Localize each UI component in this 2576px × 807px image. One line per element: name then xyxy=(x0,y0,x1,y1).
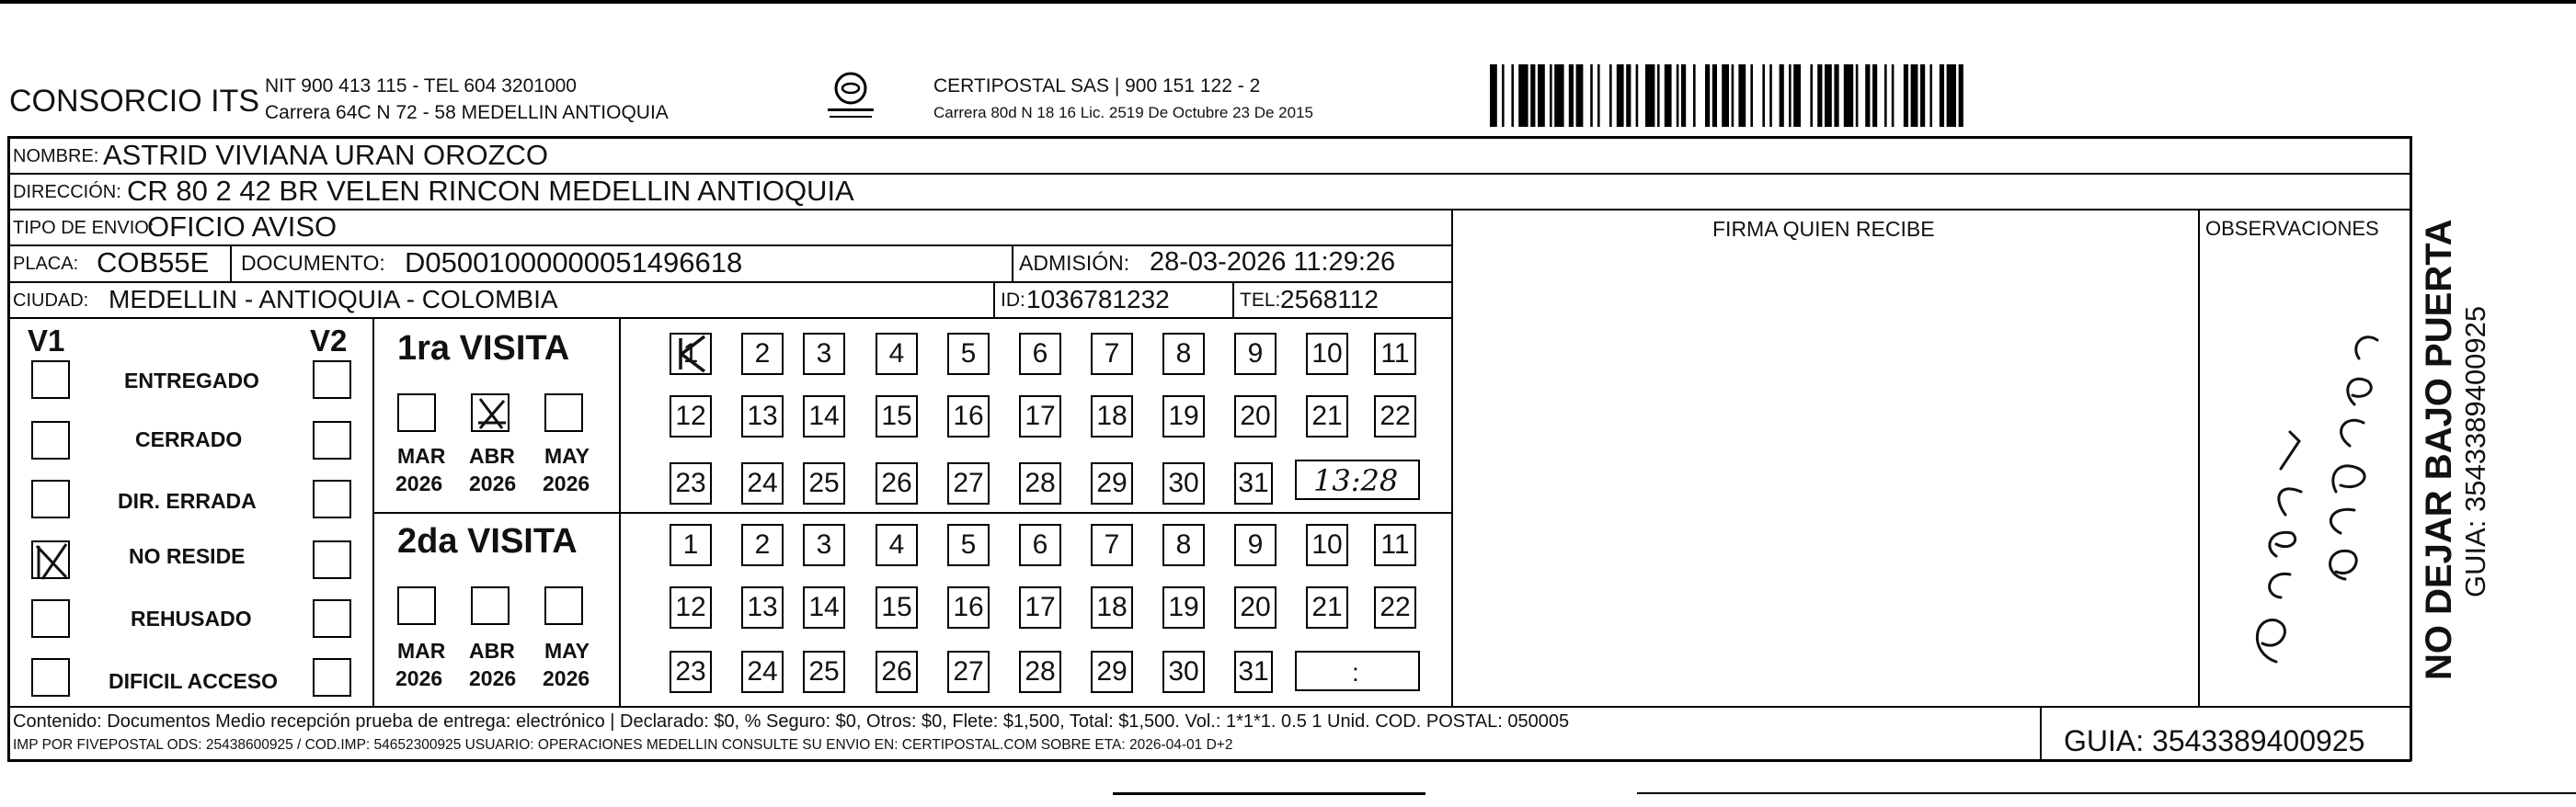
observaciones-header: OBSERVACIONES xyxy=(2205,217,2379,240)
v2-month-abr: ABR xyxy=(469,639,515,663)
v2-day-1-box[interactable]: 1 xyxy=(670,524,712,566)
v1-month-abr: ABR xyxy=(469,444,515,468)
second-visit-time: : xyxy=(1352,658,1359,687)
v1-day-24-box[interactable]: 24 xyxy=(741,462,784,505)
v1-cerrado-checkbox[interactable] xyxy=(31,421,70,460)
firma-header: FIRMA QUIEN RECIBE xyxy=(1712,217,1935,241)
v1-day-17-box[interactable]: 17 xyxy=(1019,395,1061,438)
side-guia: GUIA: 3543389400925 xyxy=(2459,305,2491,597)
v2-day-20-box[interactable]: 20 xyxy=(1234,586,1277,629)
placa-label: PLACA: xyxy=(13,254,79,274)
v1-day-20-box[interactable]: 20 xyxy=(1234,395,1277,438)
v1-day-29-box[interactable]: 29 xyxy=(1091,462,1133,505)
v2-dificil-acceso-checkbox[interactable] xyxy=(313,658,351,697)
barcode-bar xyxy=(1884,64,1887,127)
ciudad-value: MEDELLIN - ANTIOQUIA - COLOMBIA xyxy=(109,285,558,313)
v2-day-9-box[interactable]: 9 xyxy=(1234,524,1277,566)
v2-day-10-box[interactable]: 10 xyxy=(1306,524,1348,566)
barcode-bar xyxy=(1693,64,1696,127)
barcode-bar xyxy=(1856,64,1859,127)
ciudad-label: CIUDAD: xyxy=(13,290,89,311)
placa-value: COB55E xyxy=(97,246,210,278)
v1-day-8-box[interactable]: 8 xyxy=(1162,333,1205,375)
barcode-bar xyxy=(1636,64,1639,127)
v2-day-17-box[interactable]: 17 xyxy=(1019,586,1061,629)
v2-day-25-box[interactable]: 25 xyxy=(803,651,845,693)
barcode-bar xyxy=(1518,64,1528,127)
barcode-bar xyxy=(1538,64,1545,127)
barcode-bar xyxy=(1834,64,1838,127)
footer-imp: IMP POR FIVEPOSTAL ODS: 25438600925 / COD.IMP: 54652300925 USUARIO: OPERACIONES MEDELLIN CONSULTE SU ENVIO EN: CERTIPOSTAL.COM SOBRE ETA: 2026-04-01 D+2 xyxy=(13,737,1233,753)
barcode-bar xyxy=(1738,64,1746,127)
v2-day-7-box[interactable]: 7 xyxy=(1091,524,1133,566)
v1-day-31-box[interactable]: 31 xyxy=(1234,462,1273,505)
barcode-bar xyxy=(1569,64,1574,127)
v1-entregado-checkbox[interactable] xyxy=(31,360,70,399)
v2-day-29-box[interactable]: 29 xyxy=(1091,651,1133,693)
v1-day-25-box[interactable]: 25 xyxy=(803,462,845,505)
handwritten-observation xyxy=(2226,303,2400,671)
v2-day-19-box[interactable]: 19 xyxy=(1162,586,1205,629)
carrier-address: Carrera 80d N 18 16 Lic. 2519 De Octubre 23 De 2015 xyxy=(933,104,1313,121)
v1-month-mar: MAR xyxy=(397,444,446,468)
barcode-bar xyxy=(1681,64,1686,127)
barcode-bar xyxy=(1722,64,1729,127)
barcode-bar xyxy=(1793,64,1801,127)
barcode-bar xyxy=(1762,64,1765,127)
v2-year-abr: 2026 xyxy=(469,666,517,690)
barcode-bar xyxy=(1947,64,1956,127)
documento-label: DOCUMENTO: xyxy=(241,251,385,275)
v2-day-22-box[interactable]: 22 xyxy=(1374,586,1416,629)
barcode-bar xyxy=(1626,64,1631,127)
company-address: Carrera 64C N 72 - 58 MEDELLIN ANTIOQUIA xyxy=(265,102,669,123)
v1-year-abr: 2026 xyxy=(469,472,517,495)
v2-year-mar: 2026 xyxy=(395,666,443,690)
v2-rehusado-checkbox[interactable] xyxy=(313,599,351,638)
v2-month-mar-checkbox[interactable] xyxy=(397,586,436,625)
id-label: ID: xyxy=(1001,290,1025,311)
barcode-bar xyxy=(1940,64,1944,127)
tel-value: 2568112 xyxy=(1280,285,1379,313)
status-entregado: ENTREGADO xyxy=(124,369,259,392)
nombre-value: ASTRID VIVIANA URAN OROZCO xyxy=(103,139,549,171)
v2-no-reside-checkbox[interactable] xyxy=(313,540,351,579)
barcode-bar xyxy=(1665,64,1672,127)
tipo-envio-value: OFICIO AVISO xyxy=(147,210,338,243)
barcode-bar xyxy=(1597,64,1600,127)
v1-day-15-box[interactable]: 15 xyxy=(876,395,918,438)
v1-month-may: MAY xyxy=(544,444,590,468)
status-dificil-acceso: DIFICIL ACCESO xyxy=(109,669,279,693)
barcode-bar xyxy=(1712,64,1717,127)
v2-day-21-box[interactable]: 21 xyxy=(1306,586,1348,629)
status-cerrado: CERRADO xyxy=(135,427,243,451)
certipostal-logo xyxy=(809,70,892,125)
v1-day-6-box[interactable]: 6 xyxy=(1019,333,1061,375)
v1-month-mar-checkbox[interactable] xyxy=(397,393,436,432)
v1-day-2-box[interactable]: 2 xyxy=(741,333,784,375)
v1-day-10-box[interactable]: 10 xyxy=(1306,333,1348,375)
barcode-bar xyxy=(1576,64,1584,127)
v1-day-11-box[interactable]: 11 xyxy=(1374,333,1416,375)
v2-day-16-box[interactable]: 16 xyxy=(947,586,990,629)
v1-day-27-box[interactable]: 27 xyxy=(947,462,990,505)
barcode-bar xyxy=(1550,64,1552,127)
v1-day-5-box[interactable]: 5 xyxy=(947,333,990,375)
barcode-bar xyxy=(1929,64,1932,127)
barcode-bar xyxy=(1817,64,1822,127)
barcode-bar xyxy=(1844,64,1853,127)
barcode-bar xyxy=(1511,64,1514,127)
barcode-bar xyxy=(1769,64,1772,127)
side-warning xyxy=(2419,138,2492,689)
v2-day-14-box[interactable]: 14 xyxy=(803,586,845,629)
tel-label: TEL: xyxy=(1240,290,1281,311)
status-no-reside: NO RESIDE xyxy=(129,544,246,568)
barcode-bar xyxy=(1750,64,1753,127)
v1-rehusado-checkbox[interactable] xyxy=(31,599,70,638)
first-visit-title: 1ra VISITA xyxy=(397,329,570,368)
handwritten-day-check-mark xyxy=(670,333,712,375)
v2-entregado-checkbox[interactable] xyxy=(313,360,351,399)
v1-day-4-box[interactable]: 4 xyxy=(876,333,918,375)
company-name: CONSORCIO ITS xyxy=(9,84,260,119)
direccion-label: DIRECCIÓN: xyxy=(13,182,121,202)
v1-day-9-box[interactable]: 9 xyxy=(1234,333,1277,375)
v1-day-18-box[interactable]: 18 xyxy=(1091,395,1133,438)
v1-day-28-box[interactable]: 28 xyxy=(1019,462,1061,505)
v1-dir-errada-checkbox[interactable] xyxy=(31,480,70,518)
barcode-bar xyxy=(1810,64,1813,127)
barcode-bar xyxy=(1911,64,1918,127)
v2-day-12-box[interactable]: 12 xyxy=(670,586,712,629)
v2-day-4-box[interactable]: 4 xyxy=(876,524,918,566)
documento-value: D05001000000051496618 xyxy=(405,246,743,278)
v1-year-may: 2026 xyxy=(543,472,590,495)
carrier-name: CERTIPOSTAL SAS | 900 151 122 - 2 xyxy=(933,75,1261,97)
v2-day-2-box[interactable]: 2 xyxy=(741,524,784,566)
barcode-bar xyxy=(1732,64,1735,127)
v2-month-may: MAY xyxy=(544,639,590,663)
barcode xyxy=(1490,64,2226,127)
v1-day-16-box[interactable]: 16 xyxy=(947,395,990,438)
v2-month-may-checkbox[interactable] xyxy=(544,586,583,625)
barcode-bar xyxy=(1645,64,1654,127)
direccion-value: CR 80 2 42 BR VELEN RINCON MEDELLIN ANTIOQUIA xyxy=(127,175,854,207)
v2-day-27-box[interactable]: 27 xyxy=(947,651,990,693)
v2-year-may: 2026 xyxy=(543,666,590,690)
no-dejar-bajo-puerta: NO DEJAR BAJO PUERTA xyxy=(2419,219,2459,680)
v1-day-19-box[interactable]: 19 xyxy=(1162,395,1205,438)
v2-day-24-box[interactable]: 24 xyxy=(741,651,784,693)
v2-day-26-box[interactable]: 26 xyxy=(876,651,918,693)
barcode-bar xyxy=(1892,64,1895,127)
v2-day-15-box[interactable]: 15 xyxy=(876,586,918,629)
barcode-bar xyxy=(1825,64,1832,127)
v1-day-26-box[interactable]: 26 xyxy=(876,462,918,505)
v1-label: V1 xyxy=(28,324,65,358)
barcode-bar xyxy=(1959,64,1963,127)
v2-day-13-box[interactable]: 13 xyxy=(741,586,784,629)
barcode-bar xyxy=(1617,64,1624,127)
v2-month-abr-checkbox[interactable] xyxy=(471,586,509,625)
v2-day-23-box[interactable]: 23 xyxy=(670,651,712,693)
v1-day-21-box[interactable]: 21 xyxy=(1306,395,1348,438)
admision-label: ADMISIÓN: xyxy=(1019,251,1130,275)
barcode-bar xyxy=(1677,64,1679,127)
v1-day-23-box[interactable]: 23 xyxy=(670,462,712,505)
barcode-bar xyxy=(1657,64,1660,127)
v1-no-reside-checkbox[interactable] xyxy=(31,540,70,579)
v1-month-may-checkbox[interactable] xyxy=(544,393,583,432)
status-dir-errada: DIR. ERRADA xyxy=(118,489,257,513)
v1-year-mar: 2026 xyxy=(395,472,443,495)
v2-day-30-box[interactable]: 30 xyxy=(1162,651,1205,693)
barcode-bar xyxy=(1904,64,1908,127)
first-visit-time: 13:28 xyxy=(1313,463,1399,498)
barcode-bar xyxy=(1780,64,1784,127)
v2-day-11-box[interactable]: 11 xyxy=(1374,524,1416,566)
v2-cerrado-checkbox[interactable] xyxy=(313,421,351,460)
status-rehusado: REHUSADO xyxy=(131,607,252,631)
barcode-bar xyxy=(1530,64,1535,127)
v1-day-12-box[interactable]: 12 xyxy=(670,395,712,438)
admision-value: 28-03-2026 11:29:26 xyxy=(1150,247,1396,277)
v1-day-14-box[interactable]: 14 xyxy=(803,395,845,438)
v2-day-5-box[interactable]: 5 xyxy=(947,524,990,566)
barcode-bar xyxy=(1789,64,1792,127)
v2-day-3-box[interactable]: 3 xyxy=(803,524,845,566)
v2-dir-errada-checkbox[interactable] xyxy=(313,480,351,518)
v1-day-22-box[interactable]: 22 xyxy=(1374,395,1416,438)
v2-day-18-box[interactable]: 18 xyxy=(1091,586,1133,629)
first-visit-time-box[interactable] xyxy=(1295,460,1420,500)
company-nit: NIT 900 413 115 - TEL 604 3201000 xyxy=(265,75,577,97)
second-visit-time-box[interactable] xyxy=(1295,651,1420,691)
barcode-bar xyxy=(1865,64,1870,127)
v2-month-mar: MAR xyxy=(397,639,446,663)
v2-day-28-box[interactable]: 28 xyxy=(1019,651,1061,693)
handwritten-check-mark xyxy=(33,542,72,581)
footer-contenido: Contenido: Documentos Medio recepción prueba de entrega: electrónico | Declarado: $0, % Seguro: $0, Otros: $0, Flete: $1,500, Total: $1,500. Vol.: 1*1*1. 0.5 1 Unid. COD. POSTAL: 050005 xyxy=(13,711,1570,732)
nombre-label: NOMBRE: xyxy=(13,146,99,166)
barcode-bar xyxy=(1502,64,1505,127)
tipo-envio-label: TIPO DE ENVIO: xyxy=(13,218,155,238)
barcode-bar xyxy=(1872,64,1877,127)
handwritten-check-mark xyxy=(473,395,511,434)
v1-day-7-box[interactable]: 7 xyxy=(1091,333,1133,375)
barcode-bar xyxy=(1590,64,1593,127)
barcode-bar xyxy=(1554,64,1563,127)
v1-month-abr-checkbox[interactable] xyxy=(471,393,509,432)
v2-day-8-box[interactable]: 8 xyxy=(1162,524,1205,566)
v1-day-13-box[interactable]: 13 xyxy=(741,395,784,438)
v1-dificil-acceso-checkbox[interactable] xyxy=(31,658,70,697)
id-value: 1036781232 xyxy=(1026,285,1170,313)
v1-day-3-box[interactable]: 3 xyxy=(803,333,845,375)
barcode-bar xyxy=(1705,64,1710,127)
second-visit-title: 2da VISITA xyxy=(397,522,578,561)
barcode-bar xyxy=(1609,64,1612,127)
v2-day-6-box[interactable]: 6 xyxy=(1019,524,1061,566)
v1-day-1-box[interactable]: 1 xyxy=(670,333,712,375)
v2-day-31-box[interactable]: 31 xyxy=(1234,651,1273,693)
v2-label: V2 xyxy=(310,324,348,358)
barcode-bar xyxy=(1490,64,1497,127)
barcode-bar xyxy=(1920,64,1925,127)
v1-day-30-box[interactable]: 30 xyxy=(1162,462,1205,505)
footer-guia: GUIA: 3543389400925 xyxy=(2064,724,2365,757)
